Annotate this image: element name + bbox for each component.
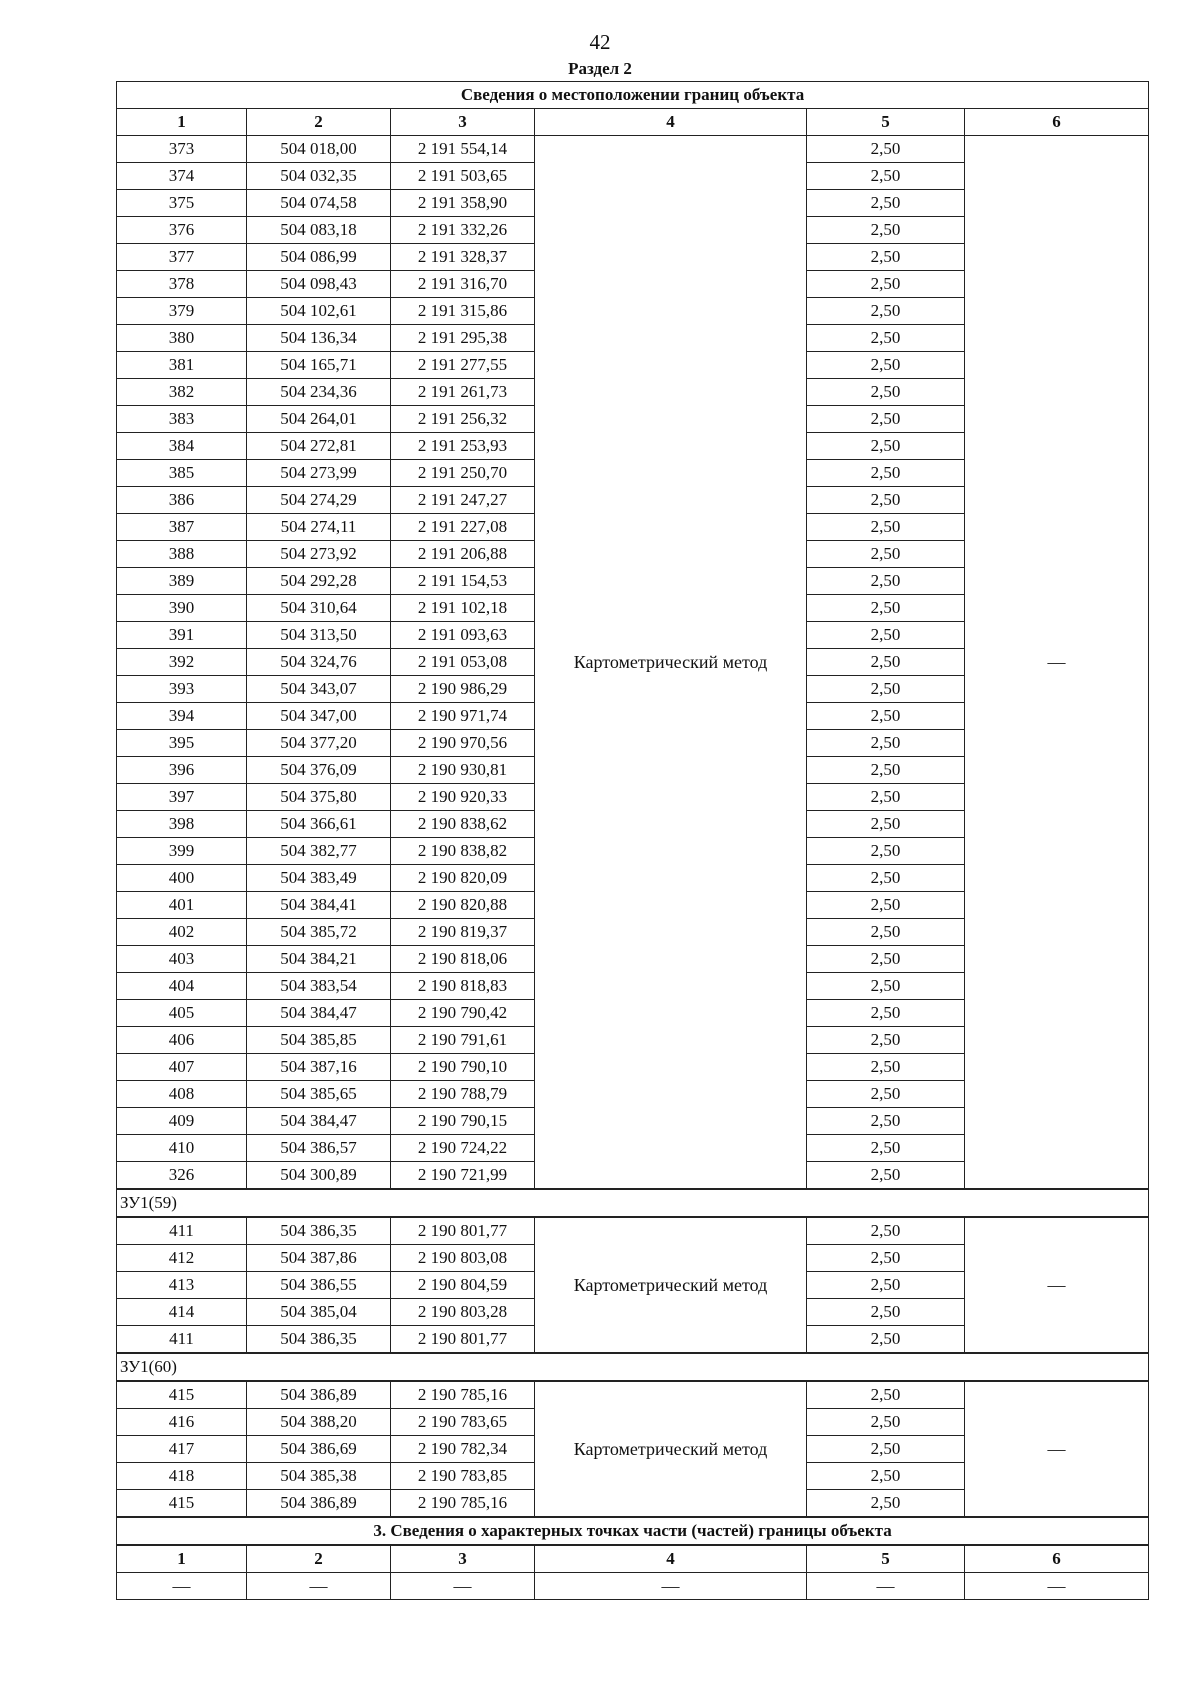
- x-coordinate-cell: 504 383,54: [247, 973, 391, 1000]
- y-coordinate-cell: 2 191 554,14: [391, 136, 535, 163]
- accuracy-cell: 2,50: [807, 244, 965, 271]
- x-coordinate-cell: 504 234,36: [247, 379, 391, 406]
- point-number-cell: 411: [117, 1217, 247, 1245]
- part-cell: —: [535, 1573, 807, 1600]
- y-coordinate-cell: 2 191 328,37: [391, 244, 535, 271]
- accuracy-cell: 2,50: [807, 919, 965, 946]
- point-number-cell: 412: [117, 1245, 247, 1272]
- group-label-row: [117, 1353, 1149, 1381]
- x-coordinate-cell: 504 274,11: [247, 514, 391, 541]
- accuracy-cell: 2,50: [807, 163, 965, 190]
- column-header: 6: [965, 109, 1149, 136]
- accuracy-cell: 2,50: [807, 433, 965, 460]
- part-cell: —: [965, 1573, 1149, 1600]
- y-coordinate-cell: 2 191 332,26: [391, 217, 535, 244]
- point-number-cell: 401: [117, 892, 247, 919]
- y-coordinate-cell: 2 191 250,70: [391, 460, 535, 487]
- table-title: Сведения о местоположении границ объекта: [117, 82, 1149, 109]
- accuracy-cell: 2,50: [807, 568, 965, 595]
- point-number-cell: 390: [117, 595, 247, 622]
- x-coordinate-cell: 504 086,99: [247, 244, 391, 271]
- description-cell: —: [965, 1381, 1149, 1517]
- accuracy-cell: 2,50: [807, 892, 965, 919]
- accuracy-cell: 2,50: [807, 1000, 965, 1027]
- x-coordinate-cell: 504 300,89: [247, 1162, 391, 1190]
- table-row: [117, 1381, 1149, 1409]
- accuracy-cell: 2,50: [807, 406, 965, 433]
- x-coordinate-cell: 504 385,04: [247, 1299, 391, 1326]
- y-coordinate-cell: 2 190 820,88: [391, 892, 535, 919]
- x-coordinate-cell: 504 366,61: [247, 811, 391, 838]
- x-coordinate-cell: 504 382,77: [247, 838, 391, 865]
- x-coordinate-cell: 504 083,18: [247, 217, 391, 244]
- point-number-cell: 392: [117, 649, 247, 676]
- y-coordinate-cell: 2 190 803,28: [391, 1299, 535, 1326]
- y-coordinate-cell: 2 191 206,88: [391, 541, 535, 568]
- y-coordinate-cell: 2 190 785,16: [391, 1381, 535, 1409]
- x-coordinate-cell: 504 313,50: [247, 622, 391, 649]
- point-number-cell: 407: [117, 1054, 247, 1081]
- accuracy-cell: 2,50: [807, 487, 965, 514]
- y-coordinate-cell: 2 190 724,22: [391, 1135, 535, 1162]
- point-number-cell: 411: [117, 1326, 247, 1354]
- point-number-cell: 326: [117, 1162, 247, 1190]
- point-number-cell: 376: [117, 217, 247, 244]
- accuracy-cell: 2,50: [807, 1162, 965, 1190]
- accuracy-cell: 2,50: [807, 136, 965, 163]
- accuracy-cell: 2,50: [807, 541, 965, 568]
- y-coordinate-cell: 2 190 803,08: [391, 1245, 535, 1272]
- point-number-cell: 408: [117, 1081, 247, 1108]
- part-section-title: 3. Сведения о характерных точках части (частей) границы объекта: [117, 1517, 1149, 1545]
- accuracy-cell: 2,50: [807, 838, 965, 865]
- point-number-cell: 402: [117, 919, 247, 946]
- x-coordinate-cell: 504 384,47: [247, 1108, 391, 1135]
- x-coordinate-cell: 504 018,00: [247, 136, 391, 163]
- part-column-header: 3: [391, 1545, 535, 1573]
- x-coordinate-cell: 504 385,85: [247, 1027, 391, 1054]
- method-cell: Картометрический метод: [535, 136, 807, 1190]
- table-title-row: [117, 82, 1149, 109]
- column-header: 3: [391, 109, 535, 136]
- point-number-cell: 416: [117, 1409, 247, 1436]
- accuracy-cell: 2,50: [807, 1409, 965, 1436]
- x-coordinate-cell: 504 386,35: [247, 1326, 391, 1354]
- x-coordinate-cell: 504 324,76: [247, 649, 391, 676]
- y-coordinate-cell: 2 191 316,70: [391, 271, 535, 298]
- accuracy-cell: 2,50: [807, 1381, 965, 1409]
- x-coordinate-cell: 504 376,09: [247, 757, 391, 784]
- x-coordinate-cell: 504 384,41: [247, 892, 391, 919]
- accuracy-cell: 2,50: [807, 1272, 965, 1299]
- y-coordinate-cell: 2 190 986,29: [391, 676, 535, 703]
- part-row: [117, 1573, 1149, 1600]
- point-number-cell: 406: [117, 1027, 247, 1054]
- y-coordinate-cell: 2 191 093,63: [391, 622, 535, 649]
- y-coordinate-cell: 2 190 971,74: [391, 703, 535, 730]
- y-coordinate-cell: 2 191 277,55: [391, 352, 535, 379]
- column-header-row: [117, 109, 1149, 136]
- column-header: 5: [807, 109, 965, 136]
- y-coordinate-cell: 2 190 970,56: [391, 730, 535, 757]
- point-number-cell: 380: [117, 325, 247, 352]
- accuracy-cell: 2,50: [807, 1217, 965, 1245]
- accuracy-cell: 2,50: [807, 703, 965, 730]
- column-header: 4: [535, 109, 807, 136]
- method-cell: Картометрический метод: [535, 1217, 807, 1353]
- description-cell: —: [965, 136, 1149, 1190]
- part-header-row: [117, 1545, 1149, 1573]
- x-coordinate-cell: 504 347,00: [247, 703, 391, 730]
- page-number: 42: [589, 30, 611, 54]
- x-coordinate-cell: 504 098,43: [247, 271, 391, 298]
- x-coordinate-cell: 504 385,65: [247, 1081, 391, 1108]
- accuracy-cell: 2,50: [807, 514, 965, 541]
- point-number-cell: 373: [117, 136, 247, 163]
- part-cell: —: [247, 1573, 391, 1600]
- y-coordinate-cell: 2 190 804,59: [391, 1272, 535, 1299]
- x-coordinate-cell: 504 386,55: [247, 1272, 391, 1299]
- accuracy-cell: 2,50: [807, 811, 965, 838]
- y-coordinate-cell: 2 191 503,65: [391, 163, 535, 190]
- point-number-cell: 400: [117, 865, 247, 892]
- y-coordinate-cell: 2 190 790,15: [391, 1108, 535, 1135]
- accuracy-cell: 2,50: [807, 298, 965, 325]
- group-label-row: [117, 1189, 1149, 1217]
- point-number-cell: 385: [117, 460, 247, 487]
- section-title: Раздел 2: [568, 59, 632, 78]
- accuracy-cell: 2,50: [807, 784, 965, 811]
- x-coordinate-cell: 504 377,20: [247, 730, 391, 757]
- x-coordinate-cell: 504 384,47: [247, 1000, 391, 1027]
- x-coordinate-cell: 504 274,29: [247, 487, 391, 514]
- part-column-header: 6: [965, 1545, 1149, 1573]
- boundary-table: [116, 81, 1149, 1600]
- accuracy-cell: 2,50: [807, 865, 965, 892]
- x-coordinate-cell: 504 310,64: [247, 595, 391, 622]
- y-coordinate-cell: 2 191 053,08: [391, 649, 535, 676]
- point-number-cell: 383: [117, 406, 247, 433]
- y-coordinate-cell: 2 190 930,81: [391, 757, 535, 784]
- y-coordinate-cell: 2 190 801,77: [391, 1326, 535, 1354]
- x-coordinate-cell: 504 385,72: [247, 919, 391, 946]
- accuracy-cell: 2,50: [807, 217, 965, 244]
- group-label: ЗУ1(59): [117, 1189, 1149, 1217]
- table-row: [117, 136, 1149, 163]
- y-coordinate-cell: 2 190 782,34: [391, 1436, 535, 1463]
- y-coordinate-cell: 2 190 783,65: [391, 1409, 535, 1436]
- accuracy-cell: 2,50: [807, 379, 965, 406]
- x-coordinate-cell: 504 136,34: [247, 325, 391, 352]
- part-column-header: 4: [535, 1545, 807, 1573]
- y-coordinate-cell: 2 190 818,06: [391, 946, 535, 973]
- x-coordinate-cell: 504 343,07: [247, 676, 391, 703]
- accuracy-cell: 2,50: [807, 595, 965, 622]
- point-number-cell: 375: [117, 190, 247, 217]
- accuracy-cell: 2,50: [807, 271, 965, 298]
- point-number-cell: 397: [117, 784, 247, 811]
- y-coordinate-cell: 2 190 791,61: [391, 1027, 535, 1054]
- accuracy-cell: 2,50: [807, 1027, 965, 1054]
- x-coordinate-cell: 504 102,61: [247, 298, 391, 325]
- part-section-title-row: [117, 1517, 1149, 1545]
- x-coordinate-cell: 504 375,80: [247, 784, 391, 811]
- y-coordinate-cell: 2 190 785,16: [391, 1490, 535, 1518]
- x-coordinate-cell: 504 386,89: [247, 1381, 391, 1409]
- accuracy-cell: 2,50: [807, 676, 965, 703]
- point-number-cell: 391: [117, 622, 247, 649]
- point-number-cell: 382: [117, 379, 247, 406]
- point-number-cell: 374: [117, 163, 247, 190]
- y-coordinate-cell: 2 190 920,33: [391, 784, 535, 811]
- point-number-cell: 417: [117, 1436, 247, 1463]
- point-number-cell: 381: [117, 352, 247, 379]
- column-header: 1: [117, 109, 247, 136]
- point-number-cell: 393: [117, 676, 247, 703]
- accuracy-cell: 2,50: [807, 1054, 965, 1081]
- point-number-cell: 415: [117, 1381, 247, 1409]
- accuracy-cell: 2,50: [807, 1490, 965, 1518]
- y-coordinate-cell: 2 190 790,10: [391, 1054, 535, 1081]
- y-coordinate-cell: 2 190 820,09: [391, 865, 535, 892]
- accuracy-cell: 2,50: [807, 1299, 965, 1326]
- x-coordinate-cell: 504 074,58: [247, 190, 391, 217]
- y-coordinate-cell: 2 190 838,82: [391, 838, 535, 865]
- accuracy-cell: 2,50: [807, 730, 965, 757]
- accuracy-cell: 2,50: [807, 649, 965, 676]
- x-coordinate-cell: 504 386,57: [247, 1135, 391, 1162]
- point-number-cell: 414: [117, 1299, 247, 1326]
- point-number-cell: 378: [117, 271, 247, 298]
- accuracy-cell: 2,50: [807, 460, 965, 487]
- accuracy-cell: 2,50: [807, 190, 965, 217]
- accuracy-cell: 2,50: [807, 352, 965, 379]
- part-column-header: 5: [807, 1545, 965, 1573]
- x-coordinate-cell: 504 292,28: [247, 568, 391, 595]
- point-number-cell: 384: [117, 433, 247, 460]
- y-coordinate-cell: 2 191 295,38: [391, 325, 535, 352]
- point-number-cell: 389: [117, 568, 247, 595]
- x-coordinate-cell: 504 386,35: [247, 1217, 391, 1245]
- method-cell: Картометрический метод: [535, 1381, 807, 1517]
- part-cell: —: [391, 1573, 535, 1600]
- x-coordinate-cell: 504 387,16: [247, 1054, 391, 1081]
- part-cell: —: [117, 1573, 247, 1600]
- y-coordinate-cell: 2 190 819,37: [391, 919, 535, 946]
- y-coordinate-cell: 2 191 261,73: [391, 379, 535, 406]
- point-number-cell: 409: [117, 1108, 247, 1135]
- x-coordinate-cell: 504 273,92: [247, 541, 391, 568]
- part-column-header: 2: [247, 1545, 391, 1573]
- y-coordinate-cell: 2 190 790,42: [391, 1000, 535, 1027]
- point-number-cell: 403: [117, 946, 247, 973]
- point-number-cell: 399: [117, 838, 247, 865]
- table-row: [117, 1217, 1149, 1245]
- point-number-cell: 387: [117, 514, 247, 541]
- y-coordinate-cell: 2 191 253,93: [391, 433, 535, 460]
- x-coordinate-cell: 504 032,35: [247, 163, 391, 190]
- x-coordinate-cell: 504 264,01: [247, 406, 391, 433]
- accuracy-cell: 2,50: [807, 1245, 965, 1272]
- y-coordinate-cell: 2 191 102,18: [391, 595, 535, 622]
- point-number-cell: 404: [117, 973, 247, 1000]
- y-coordinate-cell: 2 190 783,85: [391, 1463, 535, 1490]
- accuracy-cell: 2,50: [807, 1081, 965, 1108]
- x-coordinate-cell: 504 387,86: [247, 1245, 391, 1272]
- y-coordinate-cell: 2 190 788,79: [391, 1081, 535, 1108]
- accuracy-cell: 2,50: [807, 1326, 965, 1354]
- accuracy-cell: 2,50: [807, 757, 965, 784]
- y-coordinate-cell: 2 190 801,77: [391, 1217, 535, 1245]
- x-coordinate-cell: 504 386,69: [247, 1436, 391, 1463]
- x-coordinate-cell: 504 273,99: [247, 460, 391, 487]
- point-number-cell: 415: [117, 1490, 247, 1518]
- point-number-cell: 394: [117, 703, 247, 730]
- column-header: 2: [247, 109, 391, 136]
- accuracy-cell: 2,50: [807, 1463, 965, 1490]
- y-coordinate-cell: 2 190 818,83: [391, 973, 535, 1000]
- y-coordinate-cell: 2 191 154,53: [391, 568, 535, 595]
- x-coordinate-cell: 504 388,20: [247, 1409, 391, 1436]
- y-coordinate-cell: 2 190 838,62: [391, 811, 535, 838]
- point-number-cell: 405: [117, 1000, 247, 1027]
- point-number-cell: 410: [117, 1135, 247, 1162]
- y-coordinate-cell: 2 191 247,27: [391, 487, 535, 514]
- accuracy-cell: 2,50: [807, 946, 965, 973]
- accuracy-cell: 2,50: [807, 1135, 965, 1162]
- accuracy-cell: 2,50: [807, 622, 965, 649]
- x-coordinate-cell: 504 384,21: [247, 946, 391, 973]
- point-number-cell: 388: [117, 541, 247, 568]
- point-number-cell: 413: [117, 1272, 247, 1299]
- y-coordinate-cell: 2 191 256,32: [391, 406, 535, 433]
- accuracy-cell: 2,50: [807, 973, 965, 1000]
- part-cell: —: [807, 1573, 965, 1600]
- x-coordinate-cell: 504 165,71: [247, 352, 391, 379]
- y-coordinate-cell: 2 191 315,86: [391, 298, 535, 325]
- description-cell: —: [965, 1217, 1149, 1353]
- group-label: ЗУ1(60): [117, 1353, 1149, 1381]
- point-number-cell: 418: [117, 1463, 247, 1490]
- x-coordinate-cell: 504 386,89: [247, 1490, 391, 1518]
- y-coordinate-cell: 2 190 721,99: [391, 1162, 535, 1190]
- point-number-cell: 396: [117, 757, 247, 784]
- accuracy-cell: 2,50: [807, 1436, 965, 1463]
- x-coordinate-cell: 504 385,38: [247, 1463, 391, 1490]
- point-number-cell: 379: [117, 298, 247, 325]
- point-number-cell: 377: [117, 244, 247, 271]
- point-number-cell: 395: [117, 730, 247, 757]
- y-coordinate-cell: 2 191 358,90: [391, 190, 535, 217]
- y-coordinate-cell: 2 191 227,08: [391, 514, 535, 541]
- x-coordinate-cell: 504 272,81: [247, 433, 391, 460]
- accuracy-cell: 2,50: [807, 1108, 965, 1135]
- part-column-header: 1: [117, 1545, 247, 1573]
- point-number-cell: 398: [117, 811, 247, 838]
- point-number-cell: 386: [117, 487, 247, 514]
- x-coordinate-cell: 504 383,49: [247, 865, 391, 892]
- accuracy-cell: 2,50: [807, 325, 965, 352]
